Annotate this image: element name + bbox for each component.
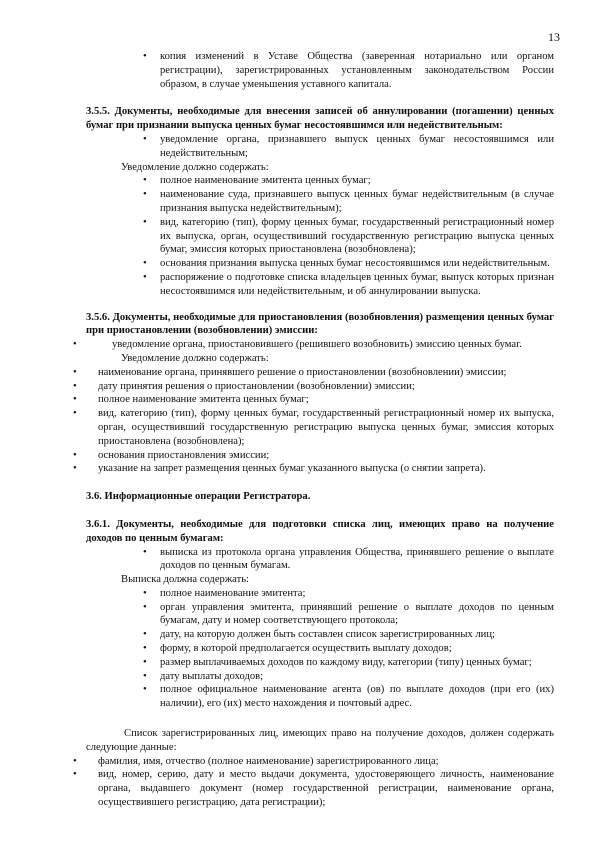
bullet-list [98,338,554,352]
bullet-list [160,587,554,711]
list-lead: Уведомление должно содержать: [121,352,269,364]
list-item: • основания приостановления эмиссии; [98,449,554,463]
list-item: • полное официальное наименование агента (ов) по выплате доходов (при его (их) наличии), его (их) место нахождения и почтовый адрес. [160,683,554,711]
list-item: • вид, категорию (тип), форму ценных бумаг, государственный регистрационный номер их выпуска, орган, осуществивший государственную регистрацию выпуска ценных бумаг, эмиссия которых приостановлена (возобновлена); [160,216,554,257]
list-item: • орган управления эмитента, принявший решение о выплате доходов по ценным бумагам, дату и номер соответствующего протокола; [160,601,554,629]
section-heading-3-6-1: 3.6.1. Документы, необходимые для подготовки списка лиц, имеющих право на получение доходов по ценным бумагам: [86,518,554,544]
section-heading-3-5-5: 3.5.5. Документы, необходимые для внесения записей об аннулировании (погашении) ценных бумаг при признании выпуска ценных бумаг несостоявшимся или недействительным: [86,106,554,132]
bullet-list [160,133,554,161]
bullet-list [160,174,554,298]
list-lead: Выписка должна содержать: [121,574,249,586]
list-item: • полное наименование эмитента ценных бумаг; [160,174,554,188]
list-item: • дату принятия решения о приостановлении (возобновлении) эмиссии; [98,380,554,394]
list-item: • уведомление органа, признавшего выпуск ценных бумаг несостоявшимся или недействительным; [160,133,554,161]
list-item: • выписка из протокола органа управления Общества, принявшего решение о выплате доходов по ценным бумагам. [160,546,554,574]
list-item: • дату выплаты доходов; [160,670,554,684]
bullet-list [98,366,554,476]
list-item: • дату, на которую должен быть составлен список зарегистрированных лиц; [160,628,554,642]
body-paragraph: Список зарегистрированных лиц, имеющих право на получение доходов, должен содержать следующие данные: [86,728,554,753]
section-heading-3-6: 3.6. Информационные операции Регистратора. [86,491,311,503]
list-item: • форму, в которой предполагается осуществить выплату доходов; [160,642,554,656]
list-item: • полное наименование эмитента ценных бумаг; [98,393,554,407]
list-item: • полное наименование эмитента; [160,587,554,601]
list-item: • вид, категорию (тип), форму ценных бумаг, государственный регистрационный номер их выпуска, орган, осуществивший государственную регистрацию выпуска ценных бумаг, эмиссия которых приостановлена (возобновлена); [98,407,554,448]
bullet-list [160,546,554,574]
page-number: 13 [548,30,560,44]
list-item: • вид, номер, серию, дату и место выдачи документа, удостоверяющего личность, наименование органа, выдавшего документ (номер государственной регистрации, наименование органа, осуществившего регистрацию, дата регистрации); [98,768,554,809]
list-item: • распоряжение о подготовке списка владельцев ценных бумаг, выпуск которых признан несостоявшимся или недействительным, и об аннулировании выпуска. [160,271,554,299]
list-item: • основания признания выпуска ценных бумаг несостоявшимся или недействительным. [160,257,554,271]
document-body [86,50,554,810]
bullet-list [98,755,554,810]
list-item: • наименование суда, признавшего выпуск ценных бумаг недействительным (в случае признания выпуска недействительным); [160,188,554,216]
list-item: • наименование органа, принявшего решение о приостановлении (возобновлении) эмиссии; [98,366,554,380]
section-heading-3-5-6: 3.5.6. Документы, необходимые для приостановления (возобновления) размещения ценных бумаг при приостановлении (возобновлении) эмиссии: [86,311,554,337]
list-item: • указание на запрет размещения ценных бумаг указанного выпуска (о снятии запрета). [98,462,554,476]
list-item: • размер выплачиваемых доходов по каждому виду, категории (типу) ценных бумаг; [160,656,554,670]
list-item: • уведомление органа, приостановившего (решившего возобновить) эмиссию ценных бумаг. [98,338,554,352]
list-item: • фамилия, имя, отчество (полное наименование) зарегистрированного лица; [98,755,554,769]
list-item: • копия изменений в Уставе Общества (заверенная нотариально или органом регистрации), зарегистрированных установленным законодательством России образом, в случае уменьшения уставного капитала. [160,50,554,91]
list-lead: Уведомление должно содержать: [121,161,269,173]
top-bullet-list [160,50,554,91]
